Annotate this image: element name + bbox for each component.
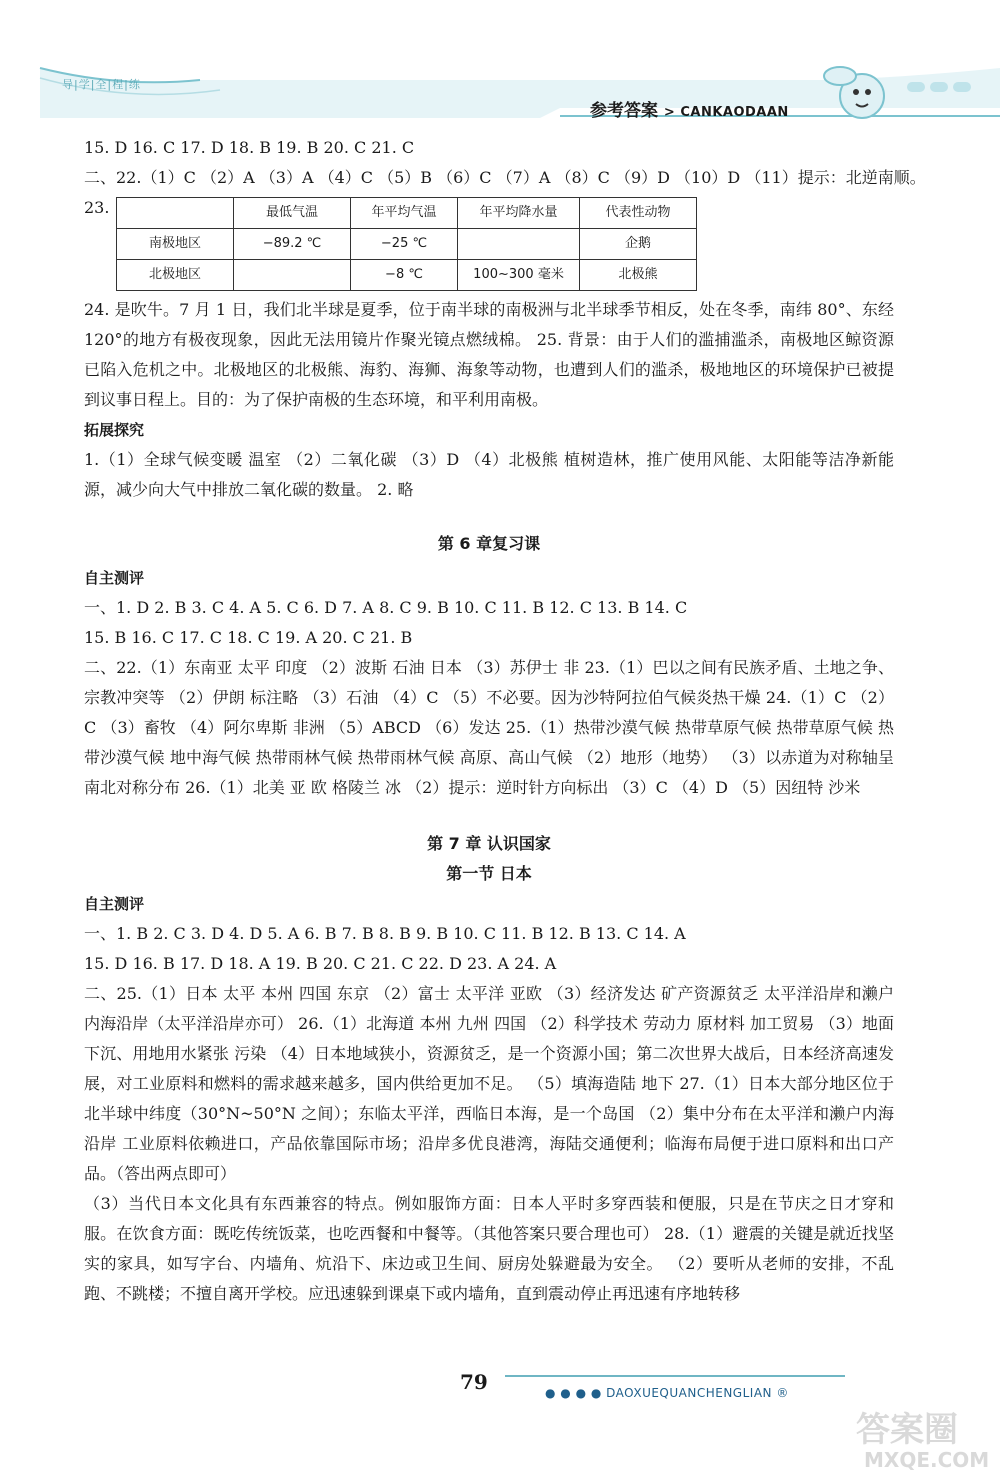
answer-paragraph: 1.（1）全球气候变暖 温室 （2）二氧化碳 （3）D （4）北极熊 植树造林，推广使用风能、太阳能等洁净新能源，减少向大气中排放二氧化碳的数量。 2. 略 bbox=[84, 450, 894, 499]
polar-region-table bbox=[116, 197, 697, 291]
table-header-cell bbox=[117, 198, 234, 229]
table-cell: 北极地区 bbox=[117, 260, 234, 291]
site-watermark-logo bbox=[850, 1405, 990, 1471]
section-title: 第一节 日本 bbox=[446, 864, 532, 883]
page-number: 79 bbox=[460, 1370, 488, 1394]
table-cell: −8 ℃ bbox=[351, 260, 458, 291]
q23-label: 23. bbox=[84, 198, 110, 217]
decorative-dots-icon bbox=[905, 78, 975, 98]
answer-paragraph: 二、22.（1）东南亚 太平 印度 （2）波斯 石油 日本 （3）苏伊士 非 23.（1）巴以之间有民族矛盾、土地之争、宗教冲突等 （2）伊朗 标注略 （3）石油 （4）C （5）不必要。因为沙特阿拉伯气候炎热干燥 24.（1）C （2）C （3）畜牧 （4）阿尔卑斯 非洲 （5）ABCD （6）发达 25.（1）热带沙漠气候 热带草原气候 热带草原气候 热带沙漠气候 地中海气候 热带雨林气候 热带雨林气候 高原、高山气候 （2）地形（地势） （3）以赤道为对称轴呈南北对称分布 26.（1）北美 亚 欧 格陵兰 冰 （2）提示：逆时针方向标出 （3）C （4）D （5）因纽特 沙米 bbox=[84, 658, 894, 797]
cartoon-mascot-icon bbox=[822, 56, 902, 126]
series-brand-label: 导|学|全|程|练 bbox=[62, 78, 141, 91]
section-heading: 拓展探究 bbox=[84, 421, 145, 439]
watermark-url: MXQE.COM bbox=[864, 1448, 990, 1471]
table-header-row bbox=[117, 198, 697, 229]
table-header-cell: 最低气温 bbox=[234, 198, 351, 229]
answer-line: 一、1. D 2. B 3. C 4. A 5. C 6. D 7. A 8. C 9. B 10. C 11. B 12. C 13. B 14. C bbox=[84, 598, 688, 617]
answer-line: 二、22.（1）C （2）A （3）A （4）C （5）B （6）C （7）A （8）C （9）D （10）D （11）提示：北逆南顺。 bbox=[84, 168, 926, 187]
answer-line: 15. B 16. C 17. C 18. C 19. A 20. C 21. B bbox=[84, 628, 413, 647]
watermark-title: 答案圈 bbox=[856, 1410, 958, 1450]
answer-line: 一、1. B 2. C 3. D 4. D 5. A 6. B 7. B 8. B 9. B 10. C 11. B 12. B 13. C 14. A bbox=[84, 924, 686, 943]
table-header-cell: 代表性动物 bbox=[580, 198, 697, 229]
footer-rule bbox=[505, 1375, 845, 1377]
section-heading: 自主测评 bbox=[84, 895, 145, 913]
table-cell: −25 ℃ bbox=[351, 229, 458, 260]
section-heading: 自主测评 bbox=[84, 569, 145, 587]
answer-paragraph: （3）当代日本文化具有东西兼容的特点。例如服饰方面：日本人平时多穿西装和便服，只是在节庆之日才穿和服。在饮食方面：既吃传统饭菜，也吃西餐和中餐等。（其他答案只要合理也可） 28.（1）避震的关键是就近找坚实的家具，如写字台、内墙角、炕沿下、床边或卫生间、厨房处躲避最为安全。 （2）要听从老师的安排，不乱跑、不跳楼；不擅自离开学校。应迅速躲到课桌下或内墙角，直到震动停止再迅速有序地转移 bbox=[84, 1194, 894, 1303]
table-cell: 企鹅 bbox=[580, 229, 697, 260]
answer-title-cn: 参考答案 bbox=[590, 101, 658, 121]
answer-paragraph: 24. 是吹牛。7 月 1 日，我们北半球是夏季，位于南半球的南极洲与北半球季节相反，处在冬季，南纬 80°、东经 120°的地方有极夜现象，因此无法用镜片作聚光镜点燃绒棉。 25. 背景：由于人们的滥捕滥杀，南极地区鲸资源已陷入危机之中。北极地区的北极熊、海豹、海狮、海象等动物，也遭到人们的滥杀，极地地区的环境保护已被提到议事日程上。目的：为了保护南极的生态环境，和平利用南极。 bbox=[84, 300, 894, 409]
table-row bbox=[117, 229, 697, 260]
table-cell: 100~300 毫米 bbox=[458, 260, 580, 291]
table-header-cell: 年平均气温 bbox=[351, 198, 458, 229]
answer-paragraph: 二、25.（1）日本 太平 本州 四国 东京 （2）富士 太平洋 亚欧 （3）经济发达 矿产资源贫乏 太平洋沿岸和濑户内海沿岸（太平洋沿岸亦可） 26.（1）北海道 本州 九州 四国 （2）科学技术 劳动力 原材料 加工贸易 （3）地面下沉、用地用水紧张 污染 （4）日本地域狭小，资源贫乏，是一个资源小国；第二次世界大战后，日本经济高速发展，对工业原料和燃料的需求越来越多，国内供给更加不足。 （5）填海造陆 地下 27.（1）日本大部分地区位于北半球中纬度（30°N~50°N 之间）；东临太平洋，西临日本海，是一个岛国 （2）集中分布在太平洋和濑户内海沿岸 工业原料依赖进口，产品依靠国际市场；沿岸多优良港湾，海陆交通便利；临海布局便于进口原料和出口产品。（答出两点即可） bbox=[84, 984, 894, 1183]
footer-series-name: ● ● ● ● DAOXUEQUANCHENGLIAN ® bbox=[545, 1386, 789, 1400]
table-cell: 南极地区 bbox=[117, 229, 234, 260]
answer-line: 15. D 16. B 17. D 18. A 19. B 20. C 21. C 22. D 23. A 24. A bbox=[84, 954, 557, 973]
table-row bbox=[117, 260, 697, 291]
table-cell bbox=[458, 229, 580, 260]
answer-content bbox=[84, 133, 926, 1309]
answer-section-title bbox=[590, 96, 789, 121]
table-header-cell: 年平均降水量 bbox=[458, 198, 580, 229]
table-cell: 北极熊 bbox=[580, 260, 697, 291]
chapter-title: 第 7 章 认识国家 bbox=[427, 834, 551, 853]
table-cell bbox=[234, 260, 351, 291]
answer-title-en: > CANKAODAAN bbox=[663, 105, 789, 120]
answer-line: 15. D 16. C 17. D 18. B 19. B 20. C 21. C bbox=[84, 138, 415, 157]
table-cell: −89.2 ℃ bbox=[234, 229, 351, 260]
chapter-title: 第 6 章复习课 bbox=[437, 534, 541, 553]
